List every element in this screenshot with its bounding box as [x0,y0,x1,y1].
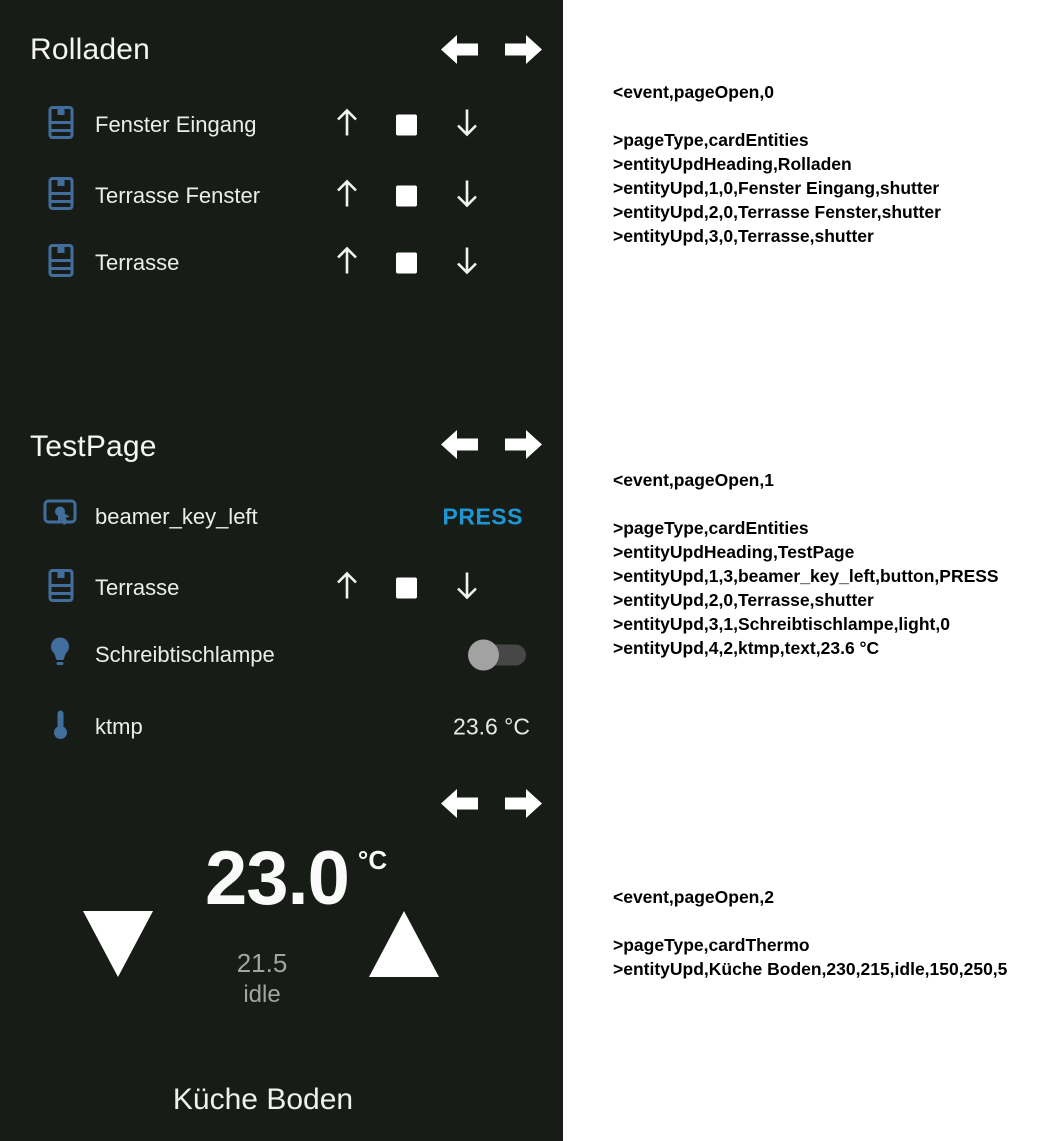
target-temperature: 21.5 [236,948,288,978]
protocol-block-page2 [613,885,1007,981]
arrow-right-bold-icon [504,428,542,461]
protocol-line: >entityUpd,3,1,Schreibtischlampe,light,0 [613,614,950,634]
shutter-down-button[interactable] [452,176,482,217]
protocol-line: >pageType,cardThermo [613,935,810,955]
triangle-down-icon [82,910,154,978]
shutter-down-button[interactable] [452,243,482,284]
entity-row [0,495,563,539]
arrow-right-bold-icon [504,787,542,820]
entity-label: Terrasse [95,250,180,275]
shutter-down-button[interactable] [452,105,482,146]
protocol-block-page1 [613,468,999,660]
arrow-left-bold-icon [441,428,479,461]
triangle-up-icon [368,910,440,978]
nav-next-button[interactable] [504,428,542,461]
current-temperature [205,836,388,921]
protocol-line: >entityUpd,1,0,Fenster Eingang,shutter [613,178,940,198]
protocol-line: >pageType,cardEntities [613,130,809,150]
nav-next-button[interactable] [504,33,542,66]
current-temperature-value: 23.0 [205,836,349,921]
shutter-stop-button[interactable] [396,578,417,599]
page-title: TestPage [30,430,157,463]
light-toggle-switch[interactable] [468,640,526,671]
window-shutter-icon [48,106,74,145]
nav-previous-button[interactable] [441,428,479,461]
protocol-line [613,492,999,516]
nav-next-button[interactable] [504,787,542,820]
protocol-line [613,104,941,128]
entity-label: Schreibtischlampe [95,642,275,667]
thermostat-state: idle [243,981,281,1008]
page-title: Rolladen [30,33,151,66]
protocol-line [613,909,1007,933]
nav-previous-button[interactable] [441,787,479,820]
shutter-up-button[interactable] [332,243,362,284]
arrow-left-bold-icon [441,33,479,66]
shutter-stop-button[interactable] [396,186,417,207]
lightbulb-icon [48,636,72,675]
temp-increase-button[interactable] [368,910,440,978]
entity-row [0,566,563,610]
entity-label: Terrasse [95,575,180,600]
protocol-line: >entityUpd,3,0,Terrasse,shutter [613,226,874,246]
temperature-unit: °C [357,845,388,875]
protocol-block-page0 [613,80,941,248]
shutter-up-button[interactable] [332,568,362,609]
entity-row [0,705,563,749]
protocol-line: >entityUpd,2,0,Terrasse Fenster,shutter [613,202,941,222]
entity-label: ktmp [95,714,143,739]
thermometer-icon [52,710,69,745]
toggle-knob [468,640,499,671]
window-shutter-icon [48,569,74,608]
entity-label: Fenster Eingang [95,112,257,137]
shutter-stop-button[interactable] [396,115,417,136]
arrow-right-bold-icon [504,33,542,66]
arrow-left-bold-icon [441,787,479,820]
protocol-line: >entityUpdHeading,TestPage [613,542,855,562]
shutter-stop-button[interactable] [396,253,417,274]
thermostat-entity-name: Küche Boden [172,1083,354,1116]
protocol-line: >entityUpd,2,0,Terrasse,shutter [613,590,874,610]
temp-decrease-button[interactable] [82,910,154,978]
protocol-line: >pageType,cardEntities [613,518,809,538]
sensor-value: 23.6 °C [453,713,530,740]
window-shutter-icon [48,244,74,283]
entity-row [0,174,563,218]
shutter-up-button[interactable] [332,105,362,146]
protocol-line: >entityUpdHeading,Rolladen [613,154,852,174]
entity-label: Terrasse Fenster [95,183,261,208]
protocol-line: <event,pageOpen,0 [613,82,774,102]
entity-row [0,633,563,677]
protocol-line: <event,pageOpen,2 [613,887,774,907]
entity-row [0,241,563,285]
window-shutter-icon [48,177,74,216]
protocol-line: >entityUpd,1,3,beamer_key_left,button,PRESS [613,566,999,586]
entity-label: beamer_key_left [95,504,258,529]
entity-row [0,103,563,147]
protocol-line: <event,pageOpen,1 [613,470,774,490]
protocol-line: >entityUpd,Küche Boden,230,215,idle,150,250,5 [613,959,1008,979]
shutter-up-button[interactable] [332,176,362,217]
press-button[interactable]: PRESS [442,503,523,530]
protocol-line: >entityUpd,4,2,ktmp,text,23.6 °C [613,638,880,658]
nav-previous-button[interactable] [441,33,479,66]
shutter-down-button[interactable] [452,568,482,609]
gesture-tap-button-icon [43,499,79,536]
